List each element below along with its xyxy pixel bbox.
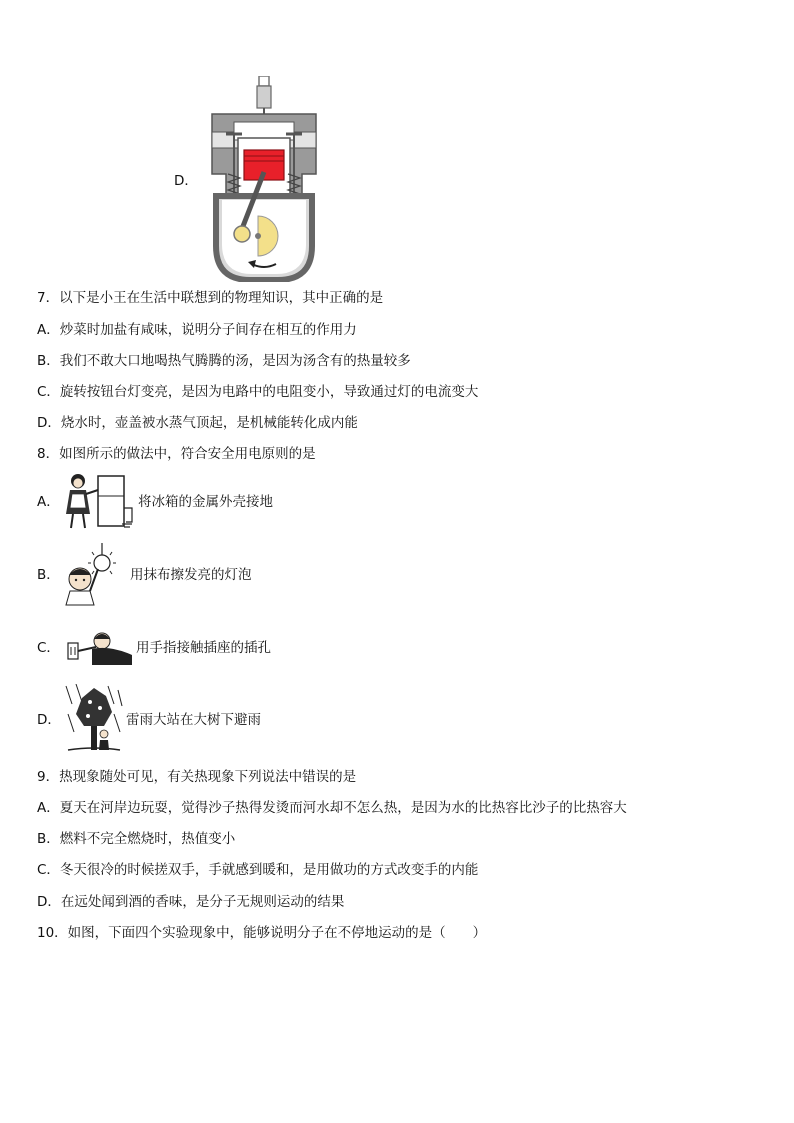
q8-option-d-text: 雷雨大站在大树下避雨	[126, 712, 261, 728]
q6-option-d-label: D．	[174, 173, 198, 189]
q8-option-c-text: 用手指接触插座的插孔	[136, 640, 271, 656]
q9-option-b: B．燃料不完全燃烧时，热值变小	[37, 831, 236, 847]
q8-option-b-text: 用抹布擦发亮的灯泡	[130, 567, 252, 583]
q7-option-d: D．烧水时，壶盖被水蒸气顶起，是机械能转化成内能	[37, 415, 358, 431]
q9-stem: 9．热现象随处可见，有关热现象下列说法中错误的是	[37, 769, 357, 785]
tree-in-storm-illustration	[64, 684, 124, 754]
q8-option-b-label: B．	[37, 567, 60, 583]
q8-option-d-label: D．	[37, 712, 61, 728]
q7-option-a: A．炒菜时加盐有咸味，说明分子间存在相互的作用力	[37, 322, 357, 338]
fridge-grounding-illustration	[60, 472, 138, 532]
q7-stem: 7．以下是小王在生活中联想到的物理知识，其中正确的是	[37, 290, 384, 306]
q10-stem: 10．如图，下面四个实验现象中，能够说明分子在不停地运动的是（ ）	[37, 925, 487, 941]
q7-option-c: C．旋转按钮台灯变亮，是因为电路中的电阻变小，导致通过灯的电流变大	[37, 384, 479, 400]
q8-stem: 8．如图所示的做法中，符合安全用电原则的是	[37, 446, 316, 462]
touching-socket-illustration	[66, 625, 134, 669]
q9-option-c: C．冬天很冷的时候搓双手，手就感到暖和，是用做功的方式改变手的内能	[37, 862, 479, 878]
q9-option-a: A．夏天在河岸边玩耍，觉得沙子热得发烫而河水却不怎么热，是因为水的比热容比沙子的比热容大	[37, 800, 627, 816]
wiping-bulb-illustration	[60, 543, 130, 607]
engine-diagram	[198, 76, 330, 282]
q7-option-b: B．我们不敢大口地喝热气腾腾的汤，是因为汤含有的热量较多	[37, 353, 411, 369]
q8-option-c-label: C．	[37, 640, 60, 656]
q8-option-a-label: A．	[37, 494, 60, 510]
q8-option-a-text: 将冰箱的金属外壳接地	[138, 494, 273, 510]
q9-option-d: D．在远处闻到酒的香味，是分子无规则运动的结果	[37, 894, 345, 910]
